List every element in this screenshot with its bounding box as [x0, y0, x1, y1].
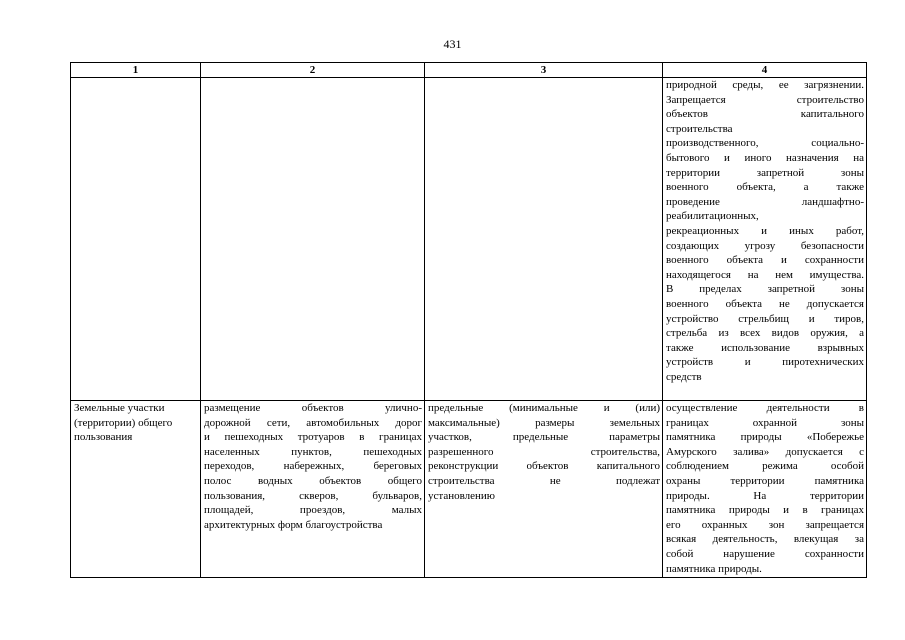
cell-text-line: границах охранной зоны	[666, 416, 864, 429]
cell-text-line: производственного, социально-	[666, 137, 864, 150]
cell-text-line: устройств и пиротехнических	[666, 356, 864, 369]
cell-text-line: рекреационных и иных работ,	[666, 224, 864, 237]
cell-permitted-use	[201, 401, 425, 578]
table-row-continued	[71, 78, 867, 401]
cell-text-line: природы. На территории	[666, 489, 864, 502]
cell-text-line: пользования	[74, 431, 133, 444]
header-col-4: 4	[663, 63, 867, 78]
cell-text-line: природной среды, ее загрязнении.	[666, 79, 864, 91]
table-row-public-land	[71, 401, 867, 578]
cell-text-line: площадей, проездов, малых	[204, 504, 422, 517]
cell-text-line: и пешеходных тротуаров в границах	[204, 431, 422, 444]
cell-parameters	[425, 78, 663, 401]
cell-text-line: разрешенного строительства,	[428, 445, 660, 458]
cell-text-line: полос водных объектов общего	[204, 474, 422, 487]
cell-text-line: бытового и иного назначения на	[666, 151, 864, 164]
cell-text-line: строительства не подлежат	[428, 474, 660, 487]
cell-text-line: установлению	[428, 489, 496, 502]
cell-restrictions	[663, 78, 867, 401]
cell-text-line: всякая деятельность, влекущая за	[666, 533, 864, 546]
cell-text-line: дорожной сети, автомобильных дорог	[204, 416, 422, 429]
cell-text-line: военного объекта и сохранности	[666, 254, 864, 267]
cell-text-line: участков, предельные параметры	[428, 431, 660, 444]
cell-text-line: объектов капитального	[666, 108, 864, 121]
cell-text-line: его охранных зон запрещается	[666, 518, 864, 531]
cell-text-line: памятника природы и в границах	[666, 504, 864, 517]
cell-text-line: Запрещается строительство	[666, 93, 864, 106]
cell-text-line: реконструкции объектов капитального	[428, 460, 660, 473]
cell-text-line: Амурского залива» допускается с	[666, 445, 864, 458]
cell-text-line: максимальные) размеры земельных	[428, 416, 660, 429]
cell-text-line: памятника природы «Побережье	[666, 431, 864, 444]
cell-parameters	[425, 401, 663, 578]
cell-text-line: (территории) общего	[74, 416, 173, 429]
cell-zone-name	[71, 78, 201, 401]
header-col-2: 2	[201, 63, 425, 78]
header-col-1: 1	[71, 63, 201, 78]
cell-text-line: строительства	[666, 122, 733, 135]
cell-text-line: архитектурных форм благоустройства	[204, 518, 383, 531]
page-number: 431	[443, 37, 462, 51]
cell-text-line: военного объекта, а также	[666, 181, 864, 194]
cell-text-line: находящегося на нем имущества.	[666, 268, 864, 281]
cell-text-line: В пределах запретной зоны	[666, 283, 864, 296]
header-col-3: 3	[425, 63, 663, 78]
cell-text-line: стрельба из всех видов оружия, а	[666, 327, 864, 340]
cell-text-line: создающих угрозу безопасности	[666, 239, 864, 252]
header-row	[71, 63, 867, 78]
cell-text-line: памятника природы.	[666, 562, 762, 575]
cell-text-line: предельные (минимальные и (или)	[428, 402, 660, 414]
cell-text-line: проведение ландшафтно-	[666, 195, 864, 208]
cell-zone-name	[71, 401, 201, 578]
cell-text-line: реабилитационных,	[666, 210, 759, 223]
cell-permitted-use	[201, 78, 425, 401]
cell-text-line: населенных пунктов, пешеходных	[204, 445, 422, 458]
cell-text-line: устройство стрельбищ и тиров,	[666, 312, 864, 325]
zoning-table	[70, 62, 867, 578]
cell-text-line: пользования, скверов, бульваров,	[204, 489, 422, 502]
cell-text-line: осуществление деятельности в	[666, 402, 864, 414]
cell-text-line: соблюдением режима особой	[666, 460, 864, 473]
cell-text-line: средств	[666, 370, 702, 383]
cell-text-line: собой нарушение сохранности	[666, 547, 864, 560]
cell-text-line: охраны территории памятника	[666, 474, 864, 487]
cell-text-line: Земельные участки	[74, 402, 165, 414]
cell-text-line: переходов, набережных, береговых	[204, 460, 422, 473]
cell-text-line: военного объекта не допускается	[666, 297, 864, 310]
cell-text-line: также использование взрывных	[666, 341, 864, 354]
cell-restrictions	[663, 401, 867, 578]
cell-text-line: размещение объектов улично-	[204, 402, 422, 414]
cell-text-line: территории запретной зоны	[666, 166, 864, 179]
